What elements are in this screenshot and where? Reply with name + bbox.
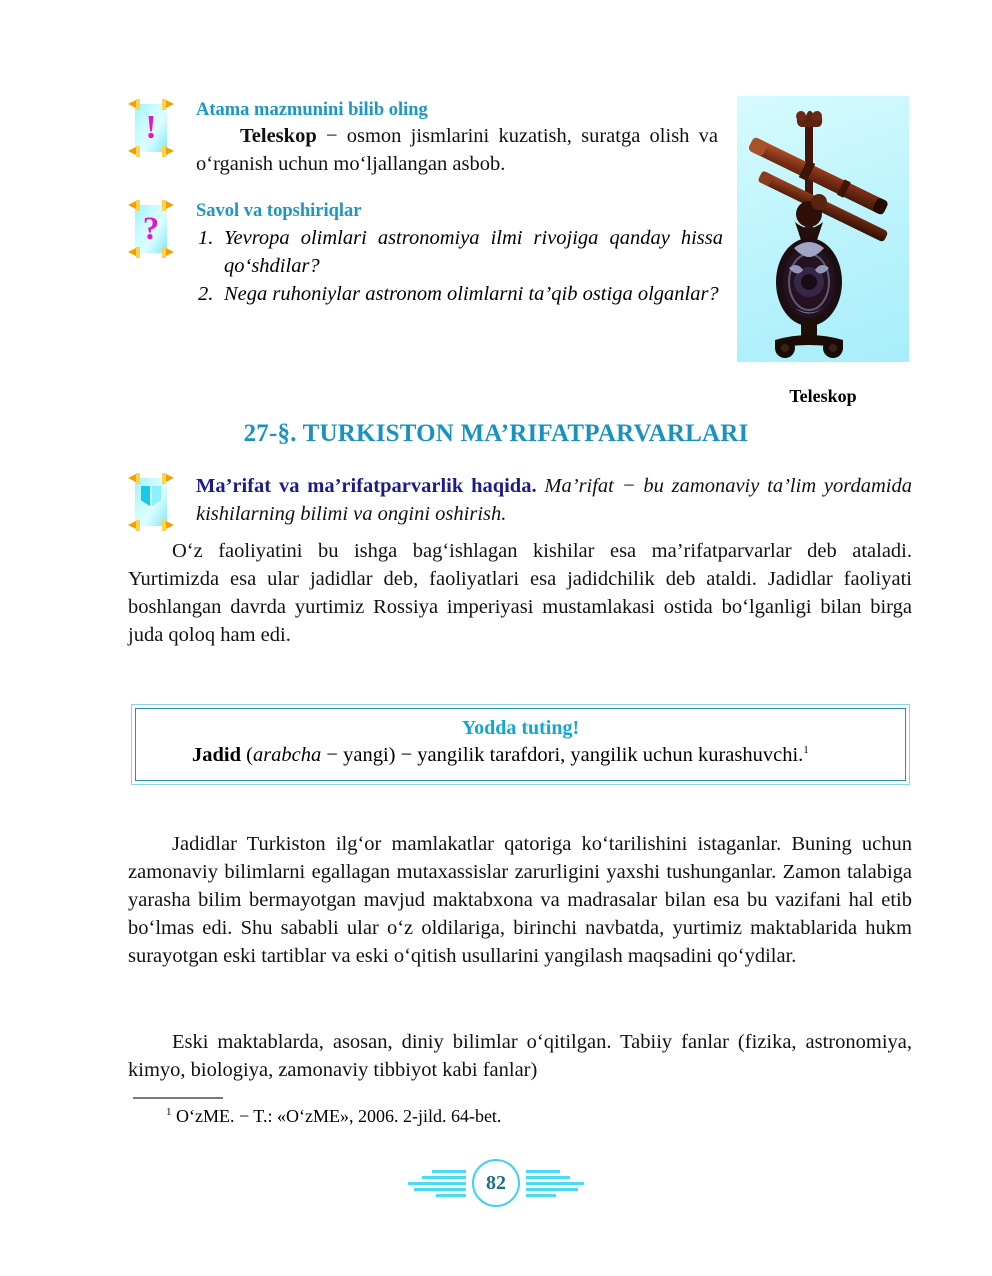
question-number: 1. xyxy=(198,227,214,250)
remember-etymology: arabcha xyxy=(252,744,322,766)
footnote-text: O‘zME. − T.: «O‘zME», 2006. 2-jild. 64-bet. xyxy=(171,1106,502,1126)
page-number-lines-right xyxy=(526,1170,584,1197)
intro-lead-wrap xyxy=(196,475,912,525)
remember-term: Jadid xyxy=(192,744,241,766)
term-definition xyxy=(196,123,718,179)
remember-paren-open: ( xyxy=(241,744,253,766)
question-item xyxy=(196,280,723,308)
badge-corner-bottom-left xyxy=(128,246,141,259)
term-dash: − xyxy=(316,125,347,148)
questions-block-title: Savol va topshiriqlar xyxy=(196,201,362,221)
footnote xyxy=(128,1106,828,1127)
page-number-decoration xyxy=(0,1155,992,1211)
question-text: Nega ruhoniylar astronom olimlarni ta’qib ostiga olganlar? xyxy=(224,283,719,306)
footnote-marker: 1 xyxy=(166,1106,172,1118)
paragraph-4: Eski maktablarda, asosan, diniy bilimlar o‘qitilgan. Tabiiy fanlar (fizika, astronomiya, kimyo, biologiya, zamonaviy tibbiyot kabi fanlar) xyxy=(128,1031,912,1081)
badge-corner-top-left xyxy=(128,199,141,212)
remember-footnote-marker: 1 xyxy=(803,744,809,757)
term-definition-text: osmon jismlarini kuzatish, suratga olish va o‘rganish uchun mo‘ljallangan asbob. xyxy=(196,125,719,175)
page-number: 82 xyxy=(472,1159,520,1207)
book-page-right xyxy=(152,486,161,506)
badge-corner-bottom-right xyxy=(161,246,174,259)
intro-lead-italic: Ma’rifat − bu zamonaviy ta’lim yordamida kishilarning bilimi va ongini oshirish. xyxy=(196,475,913,525)
badge-corner-bottom-left xyxy=(128,145,141,158)
exclamation-glyph: ! xyxy=(145,109,157,146)
remember-body: − yangi) − yangilik tarafdori, yangilik uchun kurashuvchi. xyxy=(321,744,804,766)
remember-box-text xyxy=(150,742,891,770)
telescope-illustration xyxy=(737,96,909,362)
term-word: Teleskop xyxy=(240,125,317,148)
badge-corner-top-right xyxy=(161,199,174,212)
paragraph-3: Jadidlar Turkiston ilg‘or mamlakatlar qatoriga ko‘tarilishini istaganlar. Buning uchun zamonaviy bilimlarni egallagan mutaxassislar zarurligini yaxshi tushunganlar. Zamon talabiga yarasha bilim bermayotgan mavjud maktabxona va madrasalar bilan esa bu vazifani hal etib bo‘lmas edi. Shu sababli ular o‘z oldilariga, birinchi navbatda, yurtimiz maktablarida hukm surayotgan eski tartiblar va eski o‘qitish usullarini yangilash maqsadini qo‘ydilar. xyxy=(128,833,912,967)
footnote-separator xyxy=(133,1097,223,1099)
badge-corner-top-right xyxy=(161,472,174,485)
questions-list xyxy=(196,224,723,308)
question-glyph: ? xyxy=(142,210,160,247)
question-badge-icon xyxy=(128,199,174,259)
remember-box xyxy=(131,704,910,785)
book-badge-icon xyxy=(128,472,174,532)
telescope-caption: Teleskop xyxy=(789,386,857,406)
page-number-lines-left xyxy=(408,1170,466,1197)
badge-corner-bottom-left xyxy=(128,519,141,532)
section-heading: 27-§. TURKISTON MA’RIFATPARVARLARI xyxy=(243,420,749,447)
telescope-photo xyxy=(737,96,909,362)
paragraph-2: O‘z faoliyatini bu ishga bag‘ishlagan kishilar esa ma’rifatparvarlar deb ataladi. Yurtimizda esa ular jadidlar deb, faoliyatlari esa jadidchilik deb ataldi. Jadidlar faoliyati boshlangan davrda yurtimiz Rossiya imperiyasi mustamlakasi ostida bo‘lganligi bilan birga juda qoloq ham edi. xyxy=(128,540,912,646)
badge-corner-top-right xyxy=(161,98,174,111)
badge-corner-bottom-right xyxy=(161,519,174,532)
badge-corner-top-left xyxy=(128,98,141,111)
question-text: Yevropa olimlari astronomiya ilmi rivojiga qanday hissa qo‘shdilar? xyxy=(224,227,723,278)
intro-paragraph xyxy=(196,473,912,529)
question-number: 2. xyxy=(198,283,214,306)
exclamation-badge-icon xyxy=(128,98,174,158)
badge-corner-top-left xyxy=(128,472,141,485)
intro-lead-label: Ma’rifat va ma’rifatparvarlik haqida. xyxy=(196,475,537,497)
open-book-glyph xyxy=(141,486,161,512)
remember-box-title: Yodda tuting! xyxy=(461,717,580,739)
term-block-title: Atama mazmunini bilib oling xyxy=(196,100,428,120)
question-item xyxy=(196,224,723,280)
term-block xyxy=(196,99,718,179)
questions-block xyxy=(196,200,723,308)
badge-corner-bottom-right xyxy=(161,145,174,158)
book-page-left xyxy=(141,486,150,506)
remember-box-inner xyxy=(135,708,906,781)
